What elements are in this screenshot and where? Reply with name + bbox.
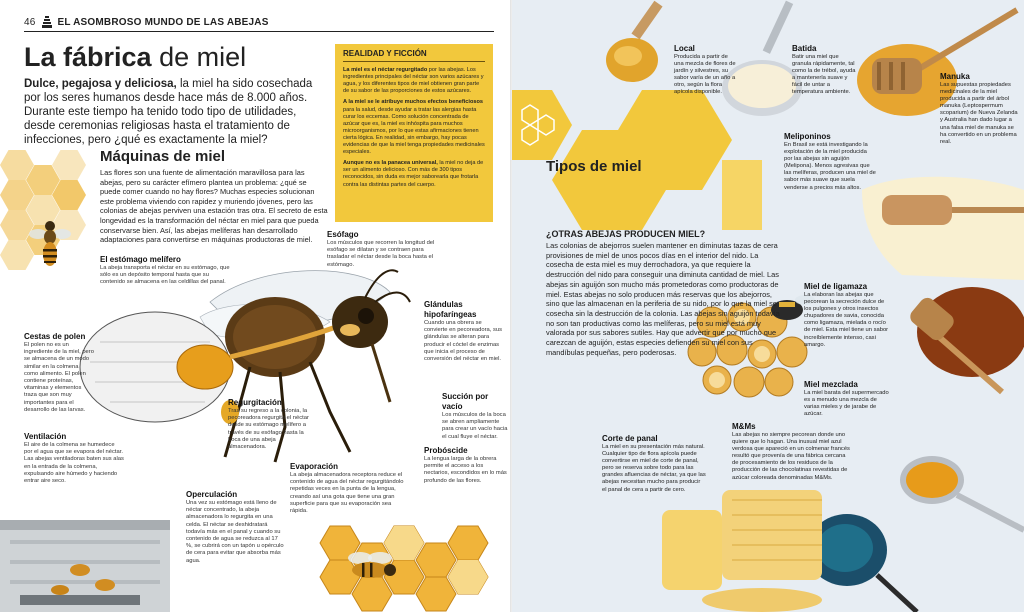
storing-bee-illustration xyxy=(340,548,400,584)
label-mms-title: M&Ms xyxy=(732,422,756,431)
right-section-title: Tipos de miel xyxy=(546,158,642,175)
reality-p2-text: para la salud, desde ayudar a tratar las alergias hasta curar los eccemas. Como solución concentrada de azúcar que es, la miel es inhóspita para muchos microorganismos, por lo que estas afirmaciones tienen cierta lógica. En realidad, sin embargo, hay pocas evidencias de que la miel tenga propiedades medicinales especiales. xyxy=(343,106,485,156)
label-ventilacion-text: El aire de la colmena se humedece por el agua que se evapora del néctar. Las abejas ventiladoras baten sus alas en la entrada de la colmena, expulsando aire húmedo y haciendo entrar aire seco. xyxy=(24,442,124,485)
label-esofago-title: Esófago xyxy=(327,230,359,239)
reality-p1 xyxy=(343,67,485,95)
label-glandulas-text: Cuando una obrera se convierte en pecoreadora, sus glándulas se alteran para producir el cóctel de enzimas que inicia el proceso de conversión del néctar en miel. xyxy=(424,320,502,363)
label-batida-text: Batir una miel que granula rápidamente, tal como la de trébol, ayuda a mantenerla suave y fácil de untar a temperatura ambiente. xyxy=(792,54,856,96)
melipona-honey-puddle xyxy=(862,160,1024,280)
beehive-icon xyxy=(42,16,52,28)
reality-box-title: REALIDAD Y FICCIÓN xyxy=(343,50,485,62)
reality-p3 xyxy=(343,160,485,188)
page-number: 46 xyxy=(24,16,36,28)
running-head-text: EL ASOMBROSO MUNDO DE LAS ABEJAS xyxy=(57,16,269,28)
label-evaporacion-title: Evaporación xyxy=(290,462,339,471)
label-operculacion xyxy=(186,490,286,565)
local-honey-spoon xyxy=(602,0,682,85)
label-local-text: Producida a partir de una mezcla de flores de jardín y silvestres, su sabor varía de un año a otro, según la flora apícola disponible. xyxy=(674,54,736,96)
label-mezclada-title: Miel mezclada xyxy=(804,380,858,389)
label-succion-title: Succión por vacío xyxy=(442,392,489,411)
label-ligamaza xyxy=(804,282,890,349)
label-manuka xyxy=(940,72,1020,146)
right-page xyxy=(512,0,1024,612)
label-regurgitacion xyxy=(228,398,310,451)
label-estomago xyxy=(100,255,235,287)
reality-p1-bold: La miel es el néctar regurgitado xyxy=(343,67,428,74)
label-estomago-title: El estómago melífero xyxy=(100,255,181,264)
reality-p1-text: por las abejas. Los ingredientes principales del néctar son varios azúcares y agua, y los diferentes tipos de miel obtienen gran parte de su sabor de las proporciones de estos azúcares. xyxy=(343,67,484,95)
label-ligamaza-text: La elaboran las abejas que pecorean la secreción dulce de los pulgones y otros insectos chupadores de savia, conocida como ligamaza, mielada o rocío de miel. Esta miel tiene un sabor increíblemente intenso, casi amargo. xyxy=(804,292,889,348)
label-cestas-title: Cestas de polen xyxy=(24,332,86,341)
section-title: Máquinas de miel xyxy=(100,148,226,165)
label-local-title: Local xyxy=(674,44,695,53)
label-local xyxy=(674,44,738,97)
label-mms xyxy=(732,422,850,482)
label-succion xyxy=(442,392,508,441)
label-batida xyxy=(792,44,856,97)
label-succion-text: Los músculos de la boca se abren ampliamente para crear un vacío hacia el cual fluye el néctar. xyxy=(442,412,508,440)
label-corte xyxy=(602,434,706,494)
lede-bold: Dulce, pegajosa y deliciosa, xyxy=(24,78,177,90)
label-estomago-text: La abeja transporta el néctar en su estómago, que sólo es un depósito temporal hasta que su contenido se almacena en las celdillas del panal. xyxy=(100,265,230,286)
label-mms-text: Las abejas no siempre pecorean donde uno quiere que lo hagan. Una inusual miel azul verdosa que apareció en un colmenar francés resultó que provenía de una fábrica cercana de procesamiento de los residuos de la producción de las chocolatinas revestidas de azúcar coloreada denominadas M&Ms. xyxy=(732,432,850,481)
reality-fiction-box xyxy=(335,44,493,222)
running-head xyxy=(24,16,269,28)
reality-p3-bold: Aunque no es la panacea universal, xyxy=(343,160,438,167)
label-glandulas xyxy=(424,300,506,363)
label-esofago-text: Los músculos que recorren la longitud del esófago se dilatan y se contraen para trasladar el néctar desde la boca hasta el estómago. xyxy=(327,240,435,268)
title-bold: La fábrica xyxy=(24,42,152,72)
page-title xyxy=(24,42,246,72)
header-rule xyxy=(24,31,494,32)
label-cestas xyxy=(24,332,94,414)
label-esofago xyxy=(327,230,447,269)
label-corte-title: Corte de panal xyxy=(602,434,658,443)
label-cestas-text: El polen no es un ingrediente de la miel, pero se almacena de un modo similar en la colmena como alimento. El polen contiene proteínas, vitaminas y elementos traza que son muy importantes para el desarrollo de las larvas. xyxy=(24,342,94,413)
label-proboscide-text: La lengua larga de la obrera permite el acceso a los nectarios, escondidos en lo más profundo de las flores. xyxy=(424,456,507,484)
label-mezclada-text: La miel barata del supermercado es a menudo una mezcla de varias mieles y de jarabe de azúcar. xyxy=(804,390,889,418)
honeydew-honey-dipper xyxy=(892,282,1024,402)
label-operculacion-text: Una vez su estómago está lleno de néctar concentrado, la abeja almacenadora lo regurgita en una celda. El néctar se deshidratará todavía más en el panal y cuando su contenido de agua se reduzca al 17 %, se cubrirá con un tapón u opérculo de cera para evitar que absorba más agua. xyxy=(186,500,284,564)
label-corte-text: La miel en su presentación más natural. Cualquier tipo de flora apícola puede convertirse en miel de corte de panal, pero se reserva sobre todo para las grandes afluencias de néctar, ya que las abejas necesitan mucho para producir el panal de cera a partir de cero. xyxy=(602,444,706,493)
intro-paragraph: Las flores son una fuente de alimentación maravillosa para las abejas, pero su carácter efímero plantea un problema: ¿qué se puede comer cuando no hay flores? Muchas especies solucionan este problema viviendo con rapidez y muriendo jóvenes, pero las colonias de abejas perviven una estación tras otra. El secreto de esta longevidad es la transformación del néctar en miel para que pueda conservarse bien. Así, las abejas melíferas han desarrollado adaptaciones para convertirse en máquinas productoras de miel. xyxy=(100,168,328,245)
reality-p2-bold: A la miel se le atribuye muchos efectos beneficiosos xyxy=(343,99,483,106)
label-batida-title: Batida xyxy=(792,44,817,53)
hive-entrance-illustration xyxy=(0,500,180,612)
label-manuka-text: Las supuestas propiedades medicinales de la miel producida a partir del árbol manuka (Leptospermum scoparium) de Nueva Zelanda y Australia han dado lugar a una falsa miel de manuka se ha convertido en un problema real. xyxy=(940,82,1018,145)
label-ventilacion xyxy=(24,432,124,485)
label-regurgitacion-title: Regurgitación xyxy=(228,398,282,407)
label-proboscide xyxy=(424,446,508,485)
reality-p3-text: la miel no deja de ser un alimento delicioso. Con más de 300 tipos reconocidos, sin duda es mejor saborearla que frotarla contra las distintas partes del cuerpo. xyxy=(343,160,484,188)
lede-paragraph xyxy=(24,77,324,147)
label-evaporacion xyxy=(290,462,410,515)
label-proboscide-title: Probóscide xyxy=(424,446,468,455)
label-regurgitacion-text: Tras su regreso a la colonia, la pecoreadora regurgita el néctar desde su estómago melífero a través de su esófago hasta la boca de una abeja almacenadora. xyxy=(228,408,309,451)
label-operculacion-title: Operculación xyxy=(186,490,238,499)
label-ventilacion-title: Ventilación xyxy=(24,432,67,441)
label-meliponinos xyxy=(784,132,876,192)
label-meliponinos-title: Meliponinos xyxy=(784,132,831,141)
lede-rest: la miel ha sido cosechada por los seres humanos desde hace más de 8.000 años. Durante este tiempo ha tenido todo tipo de utilidades, desde ceremonias religiosas hasta el tratamiento de infecciones, pero ¿qué es exactamente la miel? xyxy=(24,78,313,146)
label-manuka-title: Manuka xyxy=(940,72,970,81)
label-glandulas-title: Glándulas hipofaríngeas xyxy=(424,300,477,319)
reality-p2 xyxy=(343,99,485,156)
question-heading: ¿OTRAS ABEJAS PRODUCEN MIEL? xyxy=(546,229,706,239)
right-body-paragraph: Las colonias de abejorros suelen mantener en diminutas tazas de cera provisiones de miel de unos pocos días en el interior del nido. La cosecha de esta miel es muy derrochadora, ya que requiere la destrucción del nido para conseguir una diminuta cantidad de miel. Las abejas sin aguijón son mucho más prometedoras como productoras de miel. Estas abejas no solo producen más reservas que los abejorros, sino que las almacenan en la periferia de su nido, por lo que la miel se cosecha sin la destrucción de la colonia. Las abejas sin aguijón todavía no son tan productivas como las melíferas, pero su miel está muy valorada por sus sabores sutiles. Hay que advertir que por mucho que carezcan de aguijón, estas especies defienden su miel con sus mandíbulas pequeñas, pero poderosas. xyxy=(546,241,780,357)
label-mezclada xyxy=(804,380,890,418)
label-evaporacion-text: La abeja almacenadora receptora reduce el contenido de agua del néctar regurgitándolo repetidas veces en la punta de la lengua, creando así una gota que tiene una gran superficie para que su evaporación sea rápida. xyxy=(290,472,404,515)
label-ligamaza-title: Miel de ligamaza xyxy=(804,282,868,291)
label-meliponinos-text: En Brasil se está investigando la explotación de la miel producida por las abejas sin aguijón (Melipona). Menos agresivas que las melíferas, producen una miel de sabor más suave que suela venderse a precios más altos. xyxy=(784,142,876,191)
title-rest: de miel xyxy=(151,42,247,72)
